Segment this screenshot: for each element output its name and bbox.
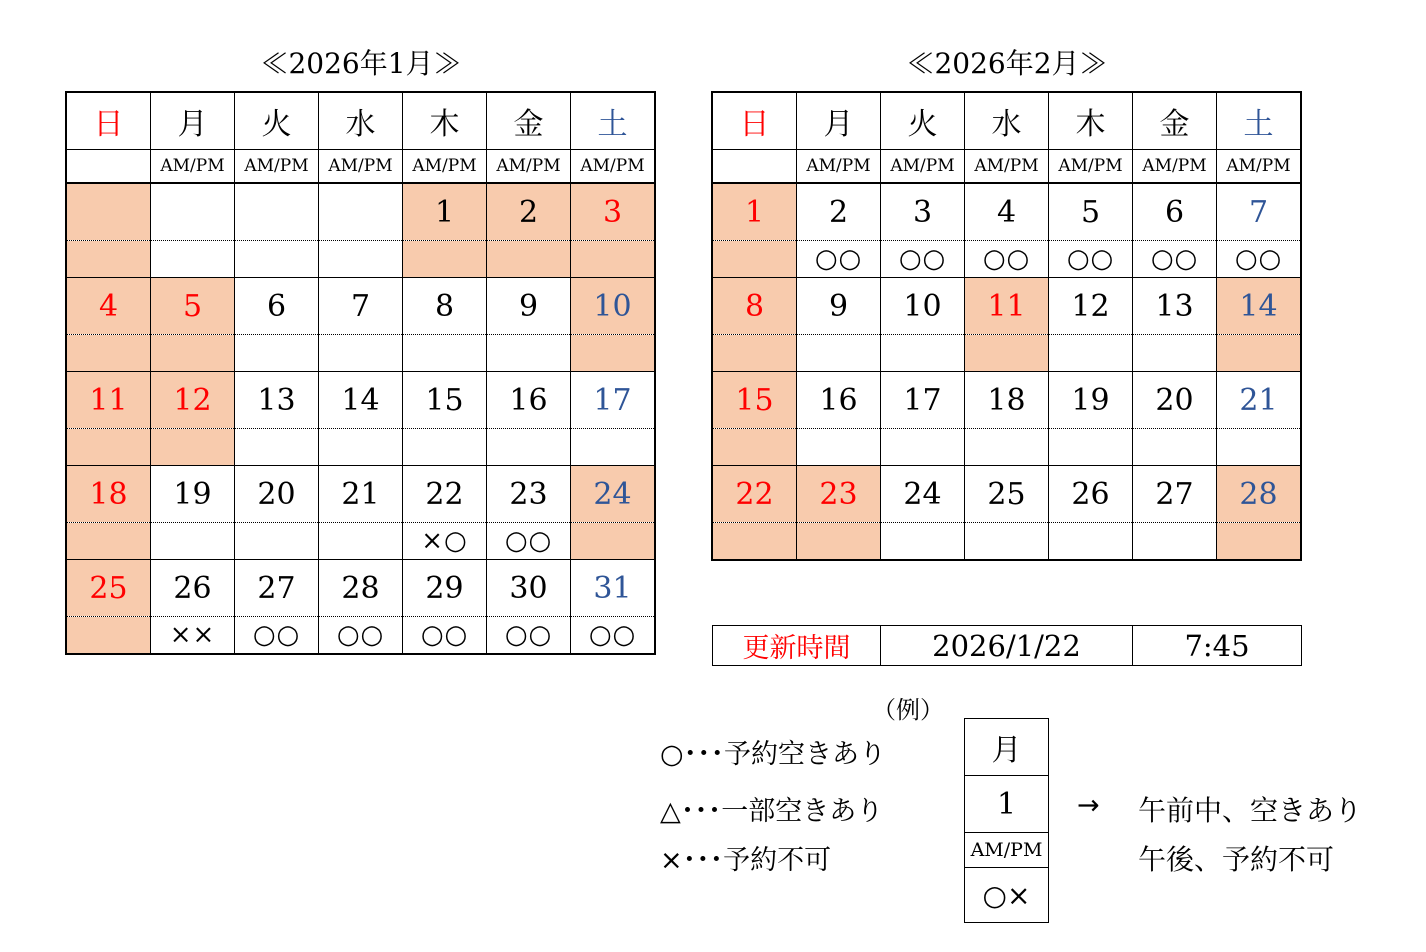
availability-cell [713, 429, 797, 466]
date-cell: 25 [965, 466, 1049, 523]
date-cell: 10 [571, 278, 655, 335]
ampm-header: AM/PM [797, 150, 881, 184]
date-cell: 10 [881, 278, 965, 335]
date-cell: 18 [67, 466, 151, 523]
date-cell: 9 [487, 278, 571, 335]
availability-cell [403, 335, 487, 372]
availability-cell [571, 429, 655, 466]
availability-cell [797, 429, 881, 466]
availability-cell [151, 335, 235, 372]
date-cell: 21 [1217, 372, 1301, 429]
ampm-header: AM/PM [881, 150, 965, 184]
arrow-icon: → [1077, 790, 1100, 821]
date-cell: 11 [67, 372, 151, 429]
date-cell: 23 [487, 466, 571, 523]
date-cell: 24 [881, 466, 965, 523]
day-of-week-header: 日 [67, 93, 151, 150]
february-calendar [711, 91, 1302, 561]
ampm-header: AM/PM [319, 150, 403, 184]
legend-unavailable: ×･･･予約不可 [660, 845, 832, 876]
date-cell: 15 [403, 372, 487, 429]
availability-cell [235, 335, 319, 372]
ampm-header: AM/PM [1049, 150, 1133, 184]
availability-cell: ○○ [797, 241, 881, 278]
availability-cell [881, 335, 965, 372]
date-cell: 1 [403, 183, 487, 241]
ampm-header: AM/PM [965, 150, 1049, 184]
date-cell [67, 183, 151, 241]
date-cell: 7 [1217, 183, 1301, 241]
availability-cell [713, 523, 797, 560]
day-of-week-header: 月 [151, 93, 235, 150]
availability-cell [319, 241, 403, 278]
date-cell: 4 [67, 278, 151, 335]
day-of-week-header: 土 [1217, 93, 1301, 150]
availability-cell: ○○ [403, 617, 487, 654]
date-cell: 14 [319, 372, 403, 429]
availability-cell [1133, 335, 1217, 372]
availability-cell: ○○ [571, 617, 655, 654]
example-marks: ○× [965, 868, 1049, 923]
date-cell: 2 [797, 183, 881, 241]
availability-cell [487, 429, 571, 466]
availability-cell [1133, 429, 1217, 466]
ampm-header [67, 150, 151, 184]
ampm-header: AM/PM [1133, 150, 1217, 184]
availability-cell [67, 523, 151, 560]
availability-cell [1217, 335, 1301, 372]
availability-cell [713, 335, 797, 372]
availability-cell [965, 429, 1049, 466]
ampm-header: AM/PM [571, 150, 655, 184]
day-of-week-header: 木 [1049, 93, 1133, 150]
availability-cell [797, 523, 881, 560]
availability-cell [1217, 429, 1301, 466]
availability-cell [713, 241, 797, 278]
date-cell: 3 [881, 183, 965, 241]
availability-cell [235, 241, 319, 278]
day-of-week-header: 金 [1133, 93, 1217, 150]
availability-cell [151, 241, 235, 278]
date-cell: 25 [67, 560, 151, 617]
availability-cell [1049, 335, 1133, 372]
date-cell: 26 [151, 560, 235, 617]
date-cell: 8 [713, 278, 797, 335]
availability-cell [881, 523, 965, 560]
date-cell: 24 [571, 466, 655, 523]
date-cell: 12 [151, 372, 235, 429]
date-cell [151, 183, 235, 241]
date-cell: 30 [487, 560, 571, 617]
day-of-week-header: 土 [571, 93, 655, 150]
date-cell: 20 [1133, 372, 1217, 429]
ampm-header: AM/PM [1217, 150, 1301, 184]
availability-cell: ○○ [319, 617, 403, 654]
date-cell [235, 183, 319, 241]
date-cell: 17 [881, 372, 965, 429]
availability-cell [797, 335, 881, 372]
date-cell: 19 [1049, 372, 1133, 429]
date-cell: 19 [151, 466, 235, 523]
availability-cell [487, 241, 571, 278]
availability-cell [67, 241, 151, 278]
availability-cell [1049, 429, 1133, 466]
availability-cell: ○○ [487, 617, 571, 654]
date-cell: 9 [797, 278, 881, 335]
date-cell: 27 [235, 560, 319, 617]
availability-cell [571, 241, 655, 278]
example-caption: （例） [872, 696, 944, 724]
availability-cell [1217, 523, 1301, 560]
availability-cell: ○○ [881, 241, 965, 278]
update-time-box [712, 625, 1302, 666]
legend-available: ○･･･予約空きあり [660, 739, 887, 770]
date-cell: 29 [403, 560, 487, 617]
availability-cell: ○○ [965, 241, 1049, 278]
date-cell: 23 [797, 466, 881, 523]
legend-partial: △･･･一部空きあり [660, 796, 884, 827]
date-cell: 13 [235, 372, 319, 429]
ampm-header: AM/PM [487, 150, 571, 184]
february-grid [712, 92, 1301, 560]
update-date: 2026/1/22 [881, 626, 1133, 666]
date-cell: 1 [713, 183, 797, 241]
ampm-header: AM/PM [403, 150, 487, 184]
date-cell: 3 [571, 183, 655, 241]
day-of-week-header: 金 [487, 93, 571, 150]
availability-cell [235, 523, 319, 560]
availability-cell [151, 523, 235, 560]
january-calendar [65, 91, 656, 655]
date-cell: 13 [1133, 278, 1217, 335]
date-cell [319, 183, 403, 241]
availability-cell [67, 335, 151, 372]
date-cell: 22 [403, 466, 487, 523]
example-date: 1 [965, 776, 1049, 833]
january-grid [66, 92, 655, 654]
availability-cell [319, 335, 403, 372]
day-of-week-header: 日 [713, 93, 797, 150]
date-cell: 20 [235, 466, 319, 523]
availability-cell: ×× [151, 617, 235, 654]
day-of-week-header: 水 [319, 93, 403, 150]
date-cell: 4 [965, 183, 1049, 241]
date-cell: 26 [1049, 466, 1133, 523]
availability-cell [403, 241, 487, 278]
availability-cell: ○○ [1133, 241, 1217, 278]
date-cell: 28 [319, 560, 403, 617]
day-of-week-header: 水 [965, 93, 1049, 150]
availability-cell [403, 429, 487, 466]
date-cell: 12 [1049, 278, 1133, 335]
date-cell: 22 [713, 466, 797, 523]
update-time: 7:45 [1133, 626, 1302, 666]
example-explanation-am: 午前中、空きあり [1138, 794, 1363, 827]
availability-cell [881, 429, 965, 466]
day-of-week-header: 火 [235, 93, 319, 150]
date-cell: 2 [487, 183, 571, 241]
availability-cell [1049, 523, 1133, 560]
availability-cell [1133, 523, 1217, 560]
date-cell: 21 [319, 466, 403, 523]
availability-cell [965, 335, 1049, 372]
example-ampm: AM/PM [965, 833, 1049, 868]
availability-cell [571, 523, 655, 560]
ampm-header: AM/PM [151, 150, 235, 184]
availability-cell [235, 429, 319, 466]
date-cell: 16 [487, 372, 571, 429]
date-cell: 16 [797, 372, 881, 429]
availability-cell [487, 335, 571, 372]
date-cell: 6 [235, 278, 319, 335]
date-cell: 11 [965, 278, 1049, 335]
ampm-header: AM/PM [235, 150, 319, 184]
availability-cell: ○○ [235, 617, 319, 654]
date-cell: 18 [965, 372, 1049, 429]
date-cell: 31 [571, 560, 655, 617]
availability-cell [151, 429, 235, 466]
february-title: ≪2026年2月≫ [906, 47, 1108, 80]
day-of-week-header: 火 [881, 93, 965, 150]
january-title: ≪2026年1月≫ [260, 47, 462, 80]
date-cell: 15 [713, 372, 797, 429]
availability-cell [965, 523, 1049, 560]
day-of-week-header: 木 [403, 93, 487, 150]
availability-cell [319, 429, 403, 466]
day-of-week-header: 月 [797, 93, 881, 150]
date-cell: 17 [571, 372, 655, 429]
update-time-label: 更新時間 [713, 626, 881, 666]
availability-cell: ○○ [487, 523, 571, 560]
date-cell: 5 [1049, 183, 1133, 241]
date-cell: 28 [1217, 466, 1301, 523]
availability-cell [67, 429, 151, 466]
date-cell: 27 [1133, 466, 1217, 523]
availability-cell [571, 335, 655, 372]
availability-cell: ○○ [1049, 241, 1133, 278]
date-cell: 7 [319, 278, 403, 335]
date-cell: 8 [403, 278, 487, 335]
example-explanation-pm: 午後、予約不可 [1138, 843, 1335, 876]
date-cell: 6 [1133, 183, 1217, 241]
example-day: 月 [965, 719, 1049, 776]
example-cell [964, 718, 1049, 923]
date-cell: 14 [1217, 278, 1301, 335]
date-cell: 5 [151, 278, 235, 335]
availability-cell: ○○ [1217, 241, 1301, 278]
availability-cell [67, 617, 151, 654]
ampm-header [713, 150, 797, 184]
availability-cell: ×○ [403, 523, 487, 560]
availability-cell [319, 523, 403, 560]
